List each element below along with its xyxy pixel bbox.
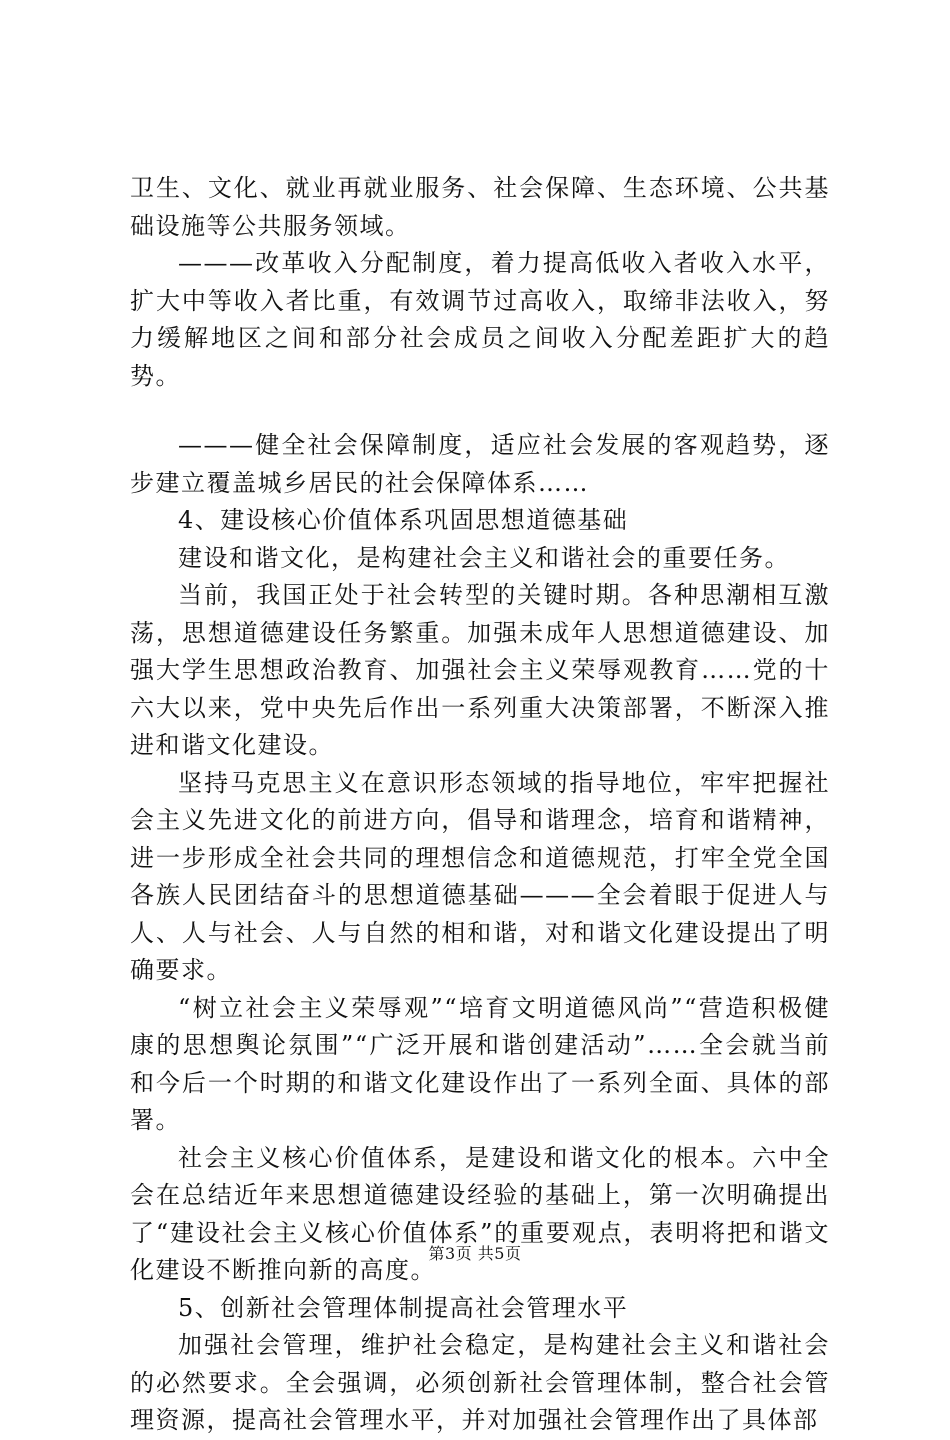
paragraph-income-distribution: ———改革收入分配制度，着力提高低收入者收入水平，扩大中等收入者比重，有效调节过高收入，取缔非法收入，努力缓解地区之间和部分社会成员之间收入分配差距扩大的趋势。: [130, 249, 830, 390]
paragraph-social-transition: 当前，我国正处于社会转型的关键时期。各种思潮相互激荡，思想道德建设任务繁重。加强未成年人思想道德建设、加强大学生思想政治教育、加强社会主义荣辱观教育……党的十六大以来，党中央先后作出一系列重大决策部署，不断深入推进和谐文化建设。: [130, 581, 830, 759]
paragraph-harmonious-culture: 建设和谐文化，是构建社会主义和谐社会的重要任务。: [178, 543, 790, 572]
paragraph-social-management: 加强社会管理，维护社会稳定，是构建社会主义和谐社会的必然要求。全会强调，必须创新社会管理体制，整合社会管理资源，提高社会管理水平，并对加强社会管理作出了具体部: [130, 1331, 830, 1434]
paragraph-services-continued: 卫生、文化、就业再就业服务、社会保障、生态环境、公共基础设施等公共服务领域。: [130, 174, 830, 240]
section-heading-4: 4、建设核心价值体系巩固思想道德基础: [178, 506, 629, 534]
paragraph-social-security: ———健全社会保障制度，适应社会发展的客观趋势，逐步建立覆盖城乡居民的社会保障体系……: [130, 431, 830, 497]
paragraph-core-values: 社会主义核心价值体系，是建设和谐文化的根本。六中全会在总结近年来思想道德建设经验的基础上，第一次明确提出了“建设社会主义核心价值体系”的重要观点，表明将把和谐文化建设不断推向新的高度。: [130, 1143, 830, 1284]
section-heading-5: 5、创新社会管理体制提高社会管理水平: [178, 1293, 629, 1322]
page-number-footer: 第3页 共5页: [428, 1244, 522, 1263]
paragraph-gap: [130, 395, 830, 427]
paragraph-honor-disgrace: “树立社会主义荣辱观”“培育文明道德风尚”“营造积极健康的思想舆论氛围”“广泛开展和谐创建活动”……全会就当前和今后一个时期的和谐文化建设作出了一系列全面、具体的部署。: [130, 993, 830, 1134]
paragraph-marxism-guidance: 坚持马克思主义在意识形态领域的指导地位，牢牢把握社会主义先进文化的前进方向，倡导和谐理念，培育和谐精神，进一步形成全社会共同的理想信念和道德规范，打牢全党全国各族人民团结奋斗的思想道德基础———全会着眼于促进人与人、人与社会、人与自然的相和谐，对和谐文化建设提出了明确要求。: [130, 768, 830, 984]
